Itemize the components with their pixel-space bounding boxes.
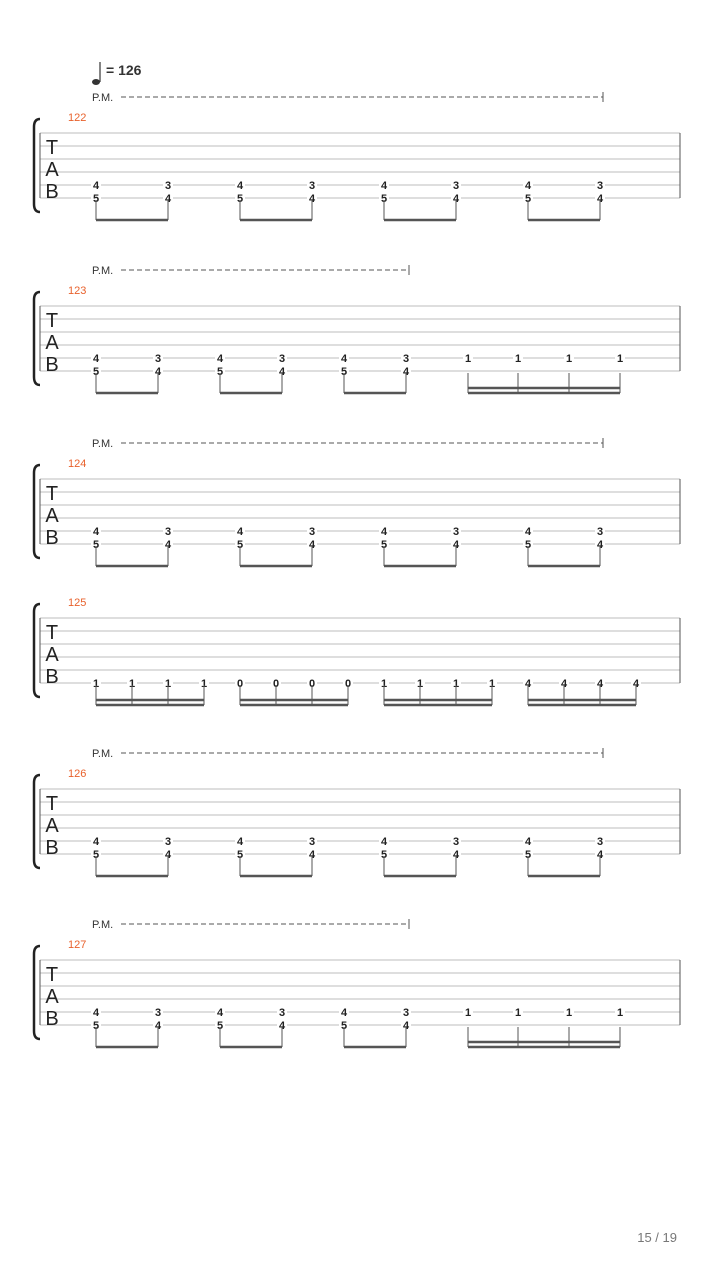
- fret-number: 5: [340, 1020, 348, 1032]
- fret-number: 4: [92, 1007, 100, 1019]
- fret-number: 5: [216, 366, 224, 378]
- fret-number: 4: [92, 526, 100, 538]
- fret-number: 4: [380, 526, 388, 538]
- fret-number: 1: [128, 678, 136, 690]
- fret-number: 1: [164, 678, 172, 690]
- palm-mute-label: P.M.: [92, 92, 114, 104]
- fret-number: 1: [565, 353, 573, 365]
- system-bracket: [34, 465, 40, 558]
- fret-number: 3: [596, 526, 604, 538]
- system-bracket: [34, 119, 40, 212]
- palm-mute-label: P.M.: [92, 438, 114, 450]
- fret-number: 5: [380, 849, 388, 861]
- tab-clef-b: B: [45, 666, 59, 688]
- fret-number: 4: [236, 180, 244, 192]
- fret-number: 3: [308, 180, 316, 192]
- fret-number: 5: [524, 193, 532, 205]
- tab-clef-t: T: [45, 483, 59, 505]
- fret-number: 4: [596, 678, 604, 690]
- fret-number: 4: [596, 193, 604, 205]
- fret-number: 4: [278, 1020, 286, 1032]
- fret-number: 5: [236, 193, 244, 205]
- tab-clef-t: T: [45, 793, 59, 815]
- fret-number: 3: [452, 836, 460, 848]
- fret-number: 1: [464, 353, 472, 365]
- tab-clef-b: B: [45, 837, 59, 859]
- fret-number: 3: [154, 1007, 162, 1019]
- palm-mute-label: P.M.: [92, 748, 114, 760]
- fret-number: 4: [560, 678, 568, 690]
- fret-number: 5: [524, 539, 532, 551]
- tab-clef-b: B: [45, 354, 59, 376]
- tab-clef-b: B: [45, 1008, 59, 1030]
- fret-number: 1: [200, 678, 208, 690]
- fret-number: 3: [154, 353, 162, 365]
- fret-number: 5: [380, 539, 388, 551]
- fret-number: 4: [452, 193, 460, 205]
- fret-number: 5: [92, 366, 100, 378]
- fret-number: 3: [596, 836, 604, 848]
- fret-number: 4: [236, 526, 244, 538]
- fret-number: 4: [524, 678, 532, 690]
- fret-number: 1: [464, 1007, 472, 1019]
- fret-number: 1: [488, 678, 496, 690]
- measure-number: 122: [68, 112, 87, 124]
- tab-clef-b: B: [45, 181, 59, 203]
- fret-number: 1: [616, 1007, 624, 1019]
- fret-number: 4: [452, 539, 460, 551]
- fret-number: 0: [236, 678, 244, 690]
- fret-number: 4: [380, 180, 388, 192]
- measure-number: 127: [68, 939, 87, 951]
- fret-number: 4: [308, 193, 316, 205]
- tab-clef-a: A: [45, 986, 59, 1008]
- page-number: 15 / 19: [637, 1230, 677, 1245]
- fret-number: 4: [164, 193, 172, 205]
- fret-number: 1: [380, 678, 388, 690]
- fret-number: 4: [154, 1020, 162, 1032]
- fret-number: 5: [340, 366, 348, 378]
- fret-number: 4: [524, 526, 532, 538]
- fret-number: 4: [524, 836, 532, 848]
- tab-clef-t: T: [45, 964, 59, 986]
- palm-mute-label: P.M.: [92, 265, 114, 277]
- fret-number: 4: [154, 366, 162, 378]
- fret-number: 3: [452, 526, 460, 538]
- fret-number: 4: [278, 366, 286, 378]
- tab-clef-b: B: [45, 527, 59, 549]
- tempo-marking: = 126: [106, 62, 142, 78]
- measure-number: 124: [68, 458, 87, 470]
- fret-number: 0: [308, 678, 316, 690]
- system-bracket: [34, 292, 40, 385]
- fret-number: 5: [524, 849, 532, 861]
- fret-number: 4: [92, 353, 100, 365]
- fret-number: 1: [514, 1007, 522, 1019]
- fret-number: 5: [92, 539, 100, 551]
- tab-clef-t: T: [45, 137, 59, 159]
- fret-number: 4: [452, 849, 460, 861]
- fret-number: 3: [278, 353, 286, 365]
- fret-number: 3: [402, 353, 410, 365]
- fret-number: 0: [344, 678, 352, 690]
- fret-number: 3: [596, 180, 604, 192]
- tab-clef-t: T: [45, 622, 59, 644]
- fret-number: 4: [164, 539, 172, 551]
- system-bracket: [34, 946, 40, 1039]
- fret-number: 3: [452, 180, 460, 192]
- tab-clef-a: A: [45, 644, 59, 666]
- fret-number: 4: [632, 678, 640, 690]
- palm-mute-label: P.M.: [92, 919, 114, 931]
- fret-number: 3: [402, 1007, 410, 1019]
- fret-number: 4: [524, 180, 532, 192]
- fret-number: 4: [380, 836, 388, 848]
- system-bracket: [34, 604, 40, 697]
- measure-number: 125: [68, 597, 87, 609]
- fret-number: 4: [596, 849, 604, 861]
- measure-number: 126: [68, 768, 87, 780]
- fret-number: 4: [164, 849, 172, 861]
- fret-number: 5: [92, 193, 100, 205]
- fret-number: 1: [514, 353, 522, 365]
- fret-number: 4: [92, 836, 100, 848]
- fret-number: 1: [616, 353, 624, 365]
- tab-clef-t: T: [45, 310, 59, 332]
- fret-number: 4: [308, 849, 316, 861]
- fret-number: 5: [236, 849, 244, 861]
- fret-number: 1: [92, 678, 100, 690]
- fret-number: 5: [92, 849, 100, 861]
- fret-number: 0: [272, 678, 280, 690]
- fret-number: 4: [402, 366, 410, 378]
- fret-number: 1: [452, 678, 460, 690]
- fret-number: 3: [308, 526, 316, 538]
- fret-number: 4: [340, 1007, 348, 1019]
- tab-clef-a: A: [45, 815, 59, 837]
- fret-number: 1: [416, 678, 424, 690]
- fret-number: 4: [216, 353, 224, 365]
- fret-number: 4: [308, 539, 316, 551]
- fret-number: 3: [164, 526, 172, 538]
- fret-number: 5: [236, 539, 244, 551]
- fret-number: 4: [216, 1007, 224, 1019]
- measure-number: 123: [68, 285, 87, 297]
- fret-number: 3: [164, 836, 172, 848]
- fret-number: 5: [216, 1020, 224, 1032]
- fret-number: 4: [402, 1020, 410, 1032]
- quarter-note-icon: [92, 79, 100, 85]
- tab-clef-a: A: [45, 159, 59, 181]
- fret-number: 4: [340, 353, 348, 365]
- fret-number: 5: [92, 1020, 100, 1032]
- fret-number: 3: [164, 180, 172, 192]
- fret-number: 3: [308, 836, 316, 848]
- tab-clef-a: A: [45, 505, 59, 527]
- fret-number: 5: [380, 193, 388, 205]
- tab-clef-a: A: [45, 332, 59, 354]
- fret-number: 4: [92, 180, 100, 192]
- system-bracket: [34, 775, 40, 868]
- fret-number: 3: [278, 1007, 286, 1019]
- fret-number: 1: [565, 1007, 573, 1019]
- fret-number: 4: [236, 836, 244, 848]
- fret-number: 4: [596, 539, 604, 551]
